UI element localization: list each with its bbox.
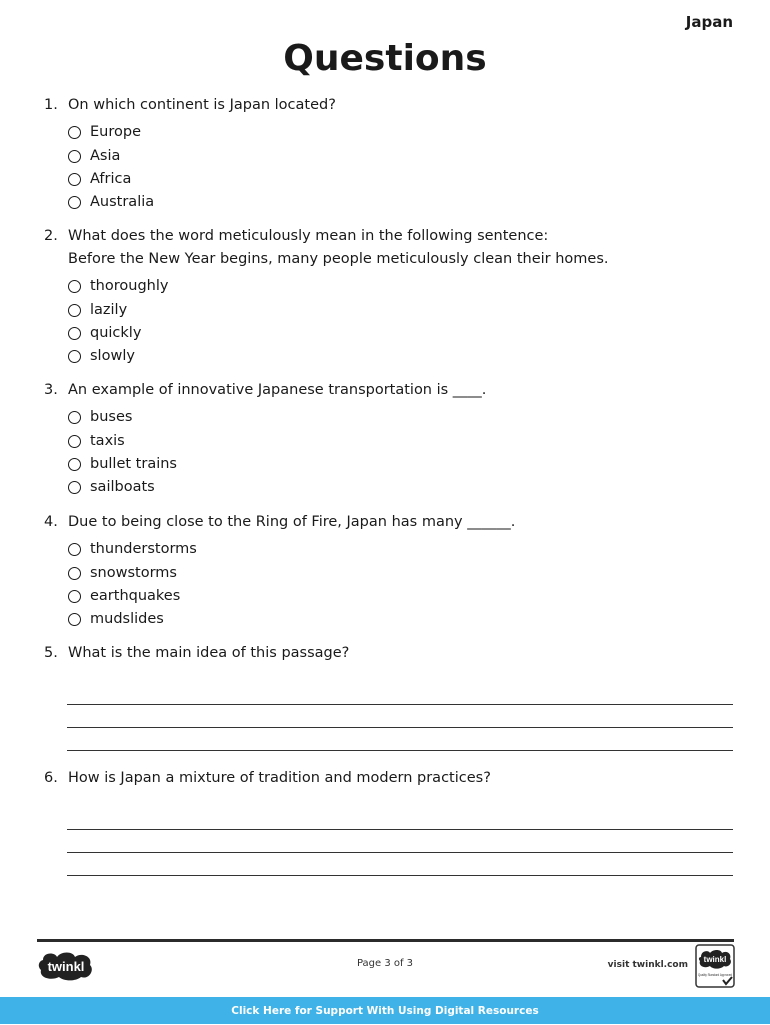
answer-area[interactable] (67, 814, 733, 876)
option-label: mudslides (90, 611, 164, 628)
option-africa[interactable] (68, 168, 733, 191)
answer-line[interactable] (67, 705, 733, 728)
option-label: slowly (90, 348, 135, 365)
radio-circle-icon[interactable] (68, 458, 81, 471)
page-number: Page 3 of 3 (356, 958, 414, 969)
question-number: 2. (44, 228, 58, 244)
option-quickly[interactable] (68, 322, 733, 345)
radio-circle-icon[interactable] (68, 173, 81, 186)
question-3 (44, 379, 733, 500)
radio-circle-icon[interactable] (68, 613, 81, 626)
option-thunderstorms[interactable] (68, 538, 733, 561)
option-label: lazily (90, 301, 128, 318)
option-lazily[interactable] (68, 298, 733, 321)
question-2 (44, 225, 733, 369)
option-label: earthquakes (90, 587, 181, 604)
question-text: How is Japan a mixture of tradition and modern practices? (68, 770, 491, 786)
radio-circle-icon[interactable] (68, 196, 81, 209)
question-number: 6. (44, 770, 58, 786)
question-text: What is the main idea of this passage? (68, 645, 350, 661)
answer-line[interactable] (67, 814, 733, 830)
question-1 (44, 94, 733, 215)
logo-text: twinkl (47, 959, 85, 974)
question-6 (44, 767, 733, 876)
question-number: 1. (44, 97, 58, 113)
answer-line[interactable] (67, 689, 733, 705)
footer-divider (37, 939, 734, 942)
option-buses[interactable] (68, 406, 733, 429)
question-number: 3. (44, 382, 58, 398)
radio-circle-icon[interactable] (68, 411, 81, 424)
visit-link[interactable]: visit twinkl.com (607, 960, 688, 970)
option-label: bullet trains (90, 455, 177, 472)
answer-line[interactable] (67, 853, 733, 876)
support-link-bar[interactable]: Click Here for Support With Using Digital Resources (0, 997, 770, 1024)
option-earthquakes[interactable] (68, 585, 733, 608)
option-label: thunderstorms (90, 541, 197, 558)
answer-line[interactable] (67, 728, 733, 751)
options-list (68, 538, 733, 632)
question-5 (44, 642, 733, 751)
option-label: buses (90, 409, 133, 426)
header-topic: Japan (685, 13, 733, 31)
question-number: 4. (44, 514, 58, 530)
question-text: On which continent is Japan located? (68, 97, 336, 113)
option-label: snowstorms (90, 564, 177, 581)
badge-caption: Quality Standard Approved (698, 972, 732, 977)
radio-circle-icon[interactable] (68, 126, 81, 139)
radio-circle-icon[interactable] (68, 567, 81, 580)
option-label: taxis (90, 432, 125, 449)
option-australia[interactable] (68, 191, 733, 214)
question-4 (44, 511, 733, 632)
radio-circle-icon[interactable] (68, 590, 81, 603)
options-list (68, 121, 733, 215)
radio-circle-icon[interactable] (68, 150, 81, 163)
option-label: Africa (90, 170, 132, 187)
options-list (68, 406, 733, 500)
option-asia[interactable] (68, 144, 733, 167)
option-snowstorms[interactable] (68, 561, 733, 584)
option-taxis[interactable] (68, 429, 733, 452)
option-mudslides[interactable] (68, 608, 733, 631)
option-europe[interactable] (68, 121, 733, 144)
quality-badge-icon (695, 944, 735, 988)
option-label: sailboats (90, 479, 155, 496)
radio-circle-icon[interactable] (68, 304, 81, 317)
page-title: Questions (283, 38, 487, 79)
option-sailboats[interactable] (68, 476, 733, 499)
question-text: An example of innovative Japanese transportation is ____. (68, 382, 487, 398)
option-label: thoroughly (90, 278, 169, 295)
radio-circle-icon[interactable] (68, 435, 81, 448)
question-text: Due to being close to the Ring of Fire, Japan has many ______. (68, 514, 516, 530)
answer-line[interactable] (67, 830, 733, 853)
option-bullet-trains[interactable] (68, 453, 733, 476)
option-slowly[interactable] (68, 345, 733, 368)
radio-circle-icon[interactable] (68, 327, 81, 340)
option-label: quickly (90, 324, 142, 341)
option-label: Asia (90, 147, 121, 164)
radio-circle-icon[interactable] (68, 481, 81, 494)
question-sentence: Before the New Year begins, many people meticulously clean their homes. (68, 251, 609, 267)
radio-circle-icon[interactable] (68, 543, 81, 556)
radio-circle-icon[interactable] (68, 350, 81, 363)
option-label: Australia (90, 194, 155, 211)
question-text: What does the word meticulously mean in the following sentence: (68, 228, 549, 244)
answer-area[interactable] (67, 689, 733, 751)
question-number: 5. (44, 645, 58, 661)
badge-text: twinkl (703, 955, 727, 964)
option-thoroughly[interactable] (68, 275, 733, 298)
option-label: Europe (90, 124, 141, 141)
options-list (68, 275, 733, 369)
radio-circle-icon[interactable] (68, 280, 81, 293)
